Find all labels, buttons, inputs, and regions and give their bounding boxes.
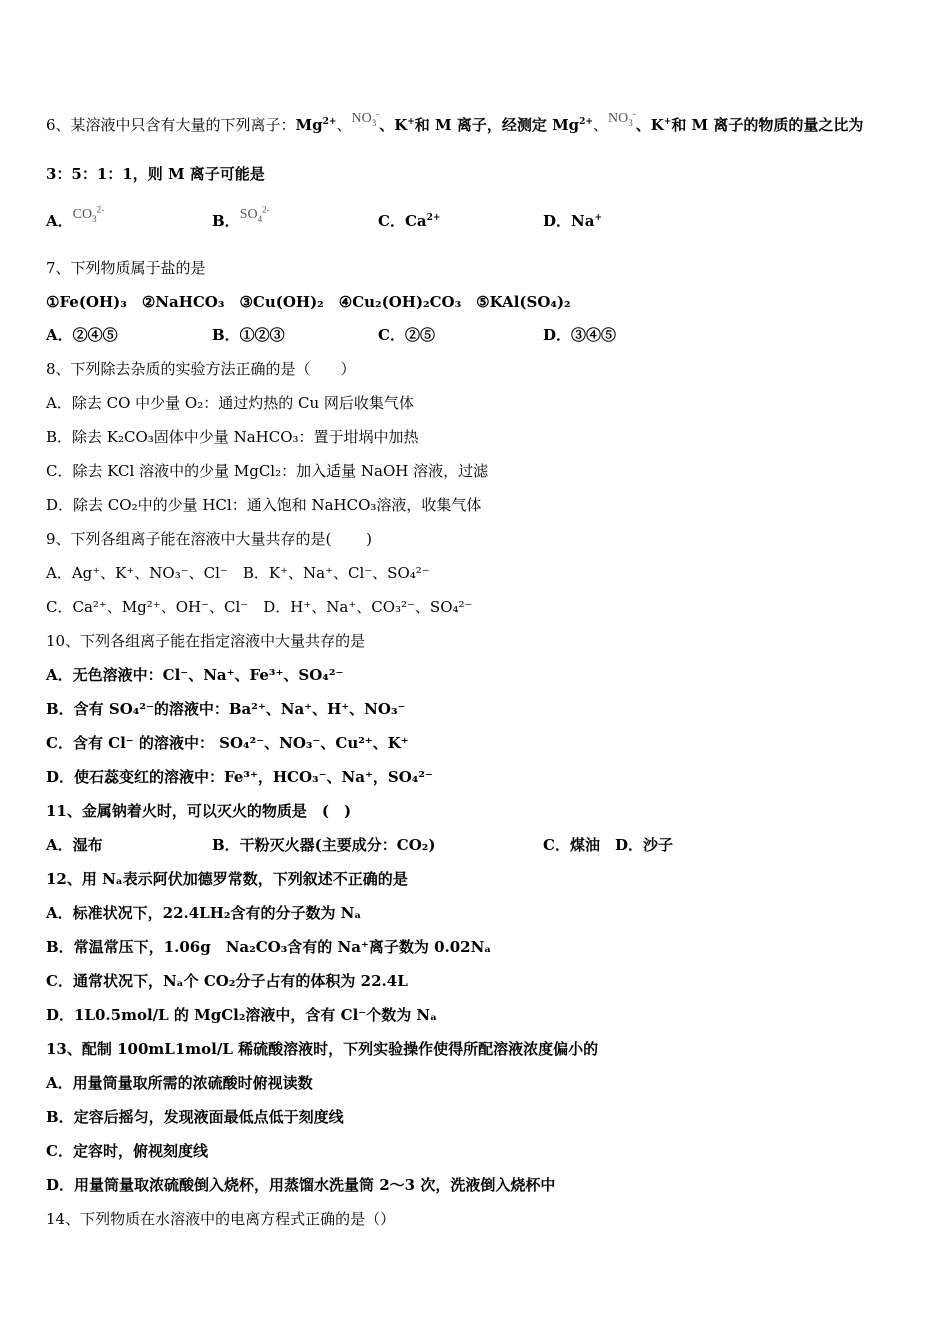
q8-option-a: A．除去 CO 中少量 O₂：通过灼热的 Cu 网后收集气体 xyxy=(46,394,414,412)
q13-stem: 13、配制 100mL1mol/L 稀硫酸溶液时，下列实验操作使得所配溶液浓度偏小的 xyxy=(46,1040,599,1058)
q14-stem: 14、下列物质在水溶液中的电离方程式正确的是（） xyxy=(46,1210,396,1228)
q9-stem: 9、下列各组离子能在溶液中大量共存的是( ) xyxy=(46,530,373,548)
q8-option-c: C．除去 KCl 溶液中的少量 MgCl₂：加入适量 NaOH 溶液，过滤 xyxy=(46,462,489,480)
q13-option-b: B．定容后摇匀，发现液面最低点低于刻度线 xyxy=(46,1108,344,1126)
q12-option-b: B．常温常压下，1.06g Na₂CO₃含有的 Na⁺离子数为 0.02Nₐ xyxy=(46,938,492,956)
q6-stem-line1: 6、某溶液中只含有大量的下列离子：$Mg^{2+}$、$NO_3^-$、K+和 M 离子，经测定 $Mg^{2+}$、$NO_3^-$、K+和 M 离子的物质的量之比为 xyxy=(46,108,864,134)
q9-options-row1: A．Ag⁺、K⁺、NO₃⁻、Cl⁻ B．K⁺、Na⁺、Cl⁻、SO₄²⁻ xyxy=(46,564,430,582)
q11-option-a: A．湿布 xyxy=(46,836,103,854)
q10-option-a: A．无色溶液中：Cl⁻、Na⁺、Fe³⁺、SO₄²⁻ xyxy=(46,666,344,684)
q7-option-a: A．②④⑤ xyxy=(46,326,118,344)
q9-options-row2: C．Ca²⁺、Mg²⁺、OH⁻、Cl⁻ D．H⁺、Na⁺、CO₃²⁻、SO₄²⁻ xyxy=(46,598,473,616)
q10-option-d: D．使石蕊变红的溶液中：Fe³⁺，HCO₃⁻、Na⁺，SO₄²⁻ xyxy=(46,768,433,786)
q8-stem: 8、下列除去杂质的实验方法正确的是（ ） xyxy=(46,360,356,378)
q7-option-c: C．②⑤ xyxy=(378,326,435,344)
nitrate-ion-image: $NO_3^-$ xyxy=(351,108,380,128)
q6-option-c: C．$Ca^{2+}$ xyxy=(378,212,441,230)
q7-option-b: B．①②③ xyxy=(212,326,285,344)
q6-stem-line2: 3：5：1：1，则 M 离子可能是 xyxy=(46,165,265,183)
q11-option-cd: C．煤油 D．沙子 xyxy=(543,836,673,854)
q10-stem: 10、下列各组离子能在指定溶液中大量共存的是 xyxy=(46,632,366,650)
q11-stem: 11、金属钠着火时，可以灭火的物质是 ( ) xyxy=(46,802,352,820)
q12-option-a: A．标准状况下，22.4LH₂含有的分子数为 Nₐ xyxy=(46,904,362,922)
q10-option-c: C．含有 Cl⁻ 的溶液中： SO₄²⁻、NO₃⁻、Cu²⁺、K⁺ xyxy=(46,734,409,752)
q6-option-d: D．Na+ xyxy=(543,212,602,230)
q7-option-d: D．③④⑤ xyxy=(543,326,617,344)
q12-option-d: D．1L0.5mol/L 的 MgCl₂溶液中，含有 Cl⁻个数为 Nₐ xyxy=(46,1006,438,1024)
q12-option-c: C．通常状况下，Nₐ个 CO₂分子占有的体积为 22.4L xyxy=(46,972,408,990)
nitrate-ion-image-2: $NO_3^-$ xyxy=(608,108,636,128)
q13-option-a: A．用量筒量取所需的浓硫酸时俯视读数 xyxy=(46,1074,313,1092)
q6-option-b: B．$SO_4^{2-}$ xyxy=(212,204,270,230)
q6-option-a: A．$CO_3^{2-}$ xyxy=(46,204,105,230)
q7-stem: 7、下列物质属于盐的是 xyxy=(46,259,206,277)
q11-option-b: B．干粉灭火器(主要成分：CO₂) xyxy=(212,836,436,854)
q8-option-d: D．除去 CO₂中的少量 HCl：通入饱和 NaHCO₃溶液，收集气体 xyxy=(46,496,482,514)
q13-option-d: D．用量筒量取浓硫酸倒入烧杯，用蒸馏水洗量筒 2～3 次，洗液倒入烧杯中 xyxy=(46,1176,556,1194)
q10-option-b: B．含有 SO₄²⁻的溶液中：Ba²⁺、Na⁺、H⁺、NO₃⁻ xyxy=(46,700,406,718)
q7-items: ①Fe(OH)₃ ②NaHCO₃ ③Cu(OH)₂ ④Cu₂(OH)₂CO₃ ⑤KAl(SO₄)₂ xyxy=(46,293,571,311)
q8-option-b: B．除去 K₂CO₃固体中少量 NaHCO₃：置于坩埚中加热 xyxy=(46,428,419,446)
q12-stem: 12、用 Nₐ表示阿伏加德罗常数，下列叙述不正确的是 xyxy=(46,870,408,888)
q13-option-c: C．定容时，俯视刻度线 xyxy=(46,1142,208,1160)
